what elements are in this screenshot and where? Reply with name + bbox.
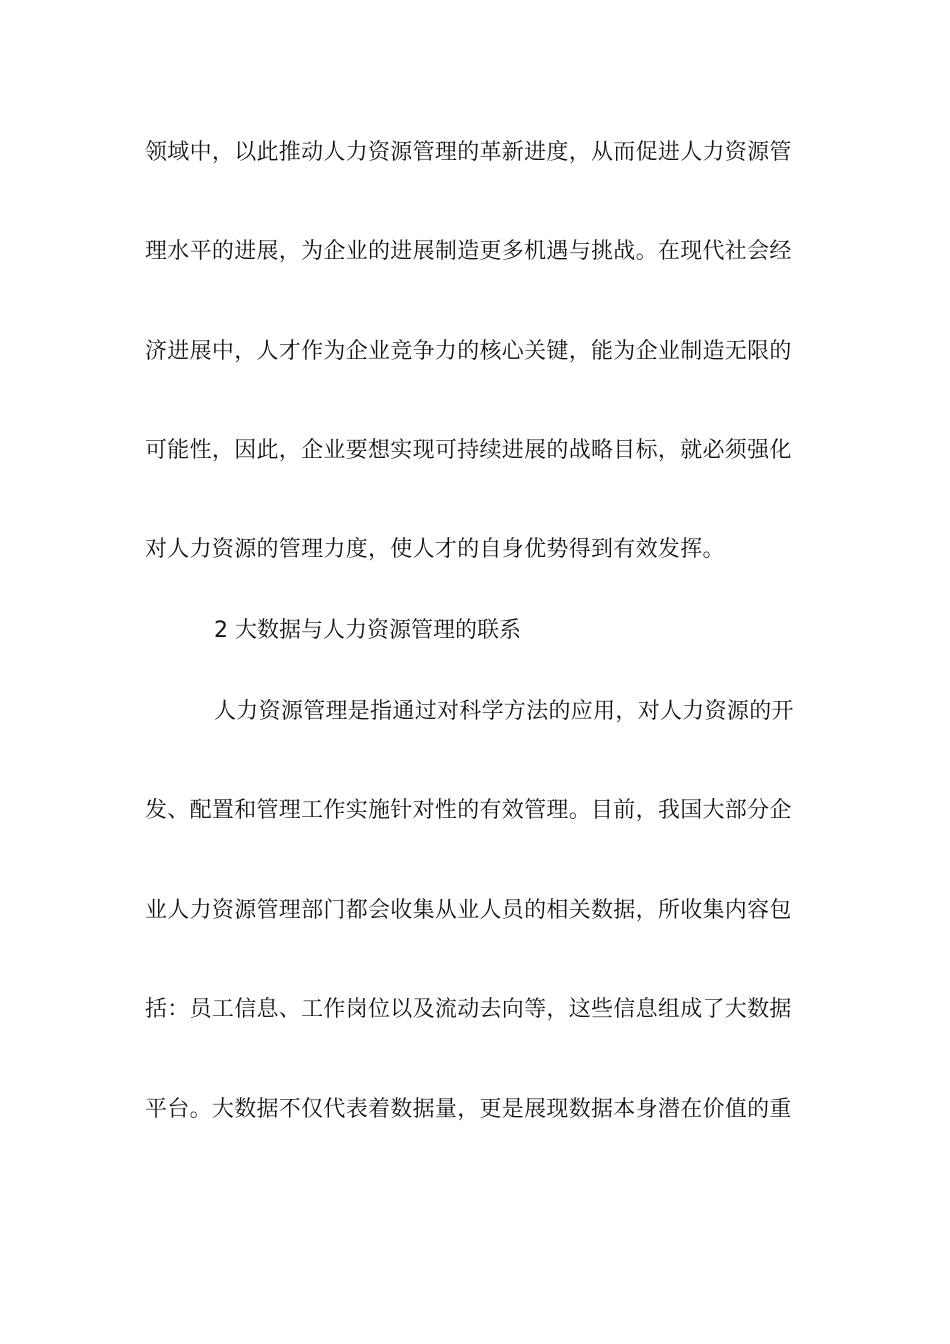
paragraph-1-line-1: 领域中，以此推动人力资源管理的革新进度，从而促进人力资源管 [145, 140, 792, 165]
paragraph-2-line-5: 平台。大数据不仅代表着数据量，更是展现数据本身潜在价值的重 [145, 1097, 792, 1122]
paragraph-1-line-2: 理水平的进展，为企业的进展制造更多机遇与挑战。在现代社会经 [145, 239, 792, 264]
paragraph-2-line-2: 发、配置和管理工作实施针对性的有效管理。目前，我国大部分企 [145, 798, 792, 823]
paragraph-2-line-3: 业人力资源管理部门都会收集从业人员的相关数据，所收集内容包 [145, 898, 792, 923]
paragraph-2-line-4: 括：员工信息、工作岗位以及流动去向等，这些信息组成了大数据 [145, 997, 792, 1022]
paragraph-1-line-4: 可能性，因此，企业要想实现可持续进展的战略目标，就必须强化 [145, 438, 792, 463]
paragraph-1-line-5: 对人力资源的管理力度，使人才的自身优势得到有效发挥。 [145, 537, 725, 562]
section-heading: 2 大数据与人力资源管理的联系 [214, 618, 521, 643]
paragraph-1-line-3: 济进展中，人才作为企业竞争力的核心关键，能为企业制造无限的 [145, 339, 792, 364]
paragraph-2-line-1: 人力资源管理是指通过对科学方法的应用，对人力资源的开 [214, 699, 794, 724]
